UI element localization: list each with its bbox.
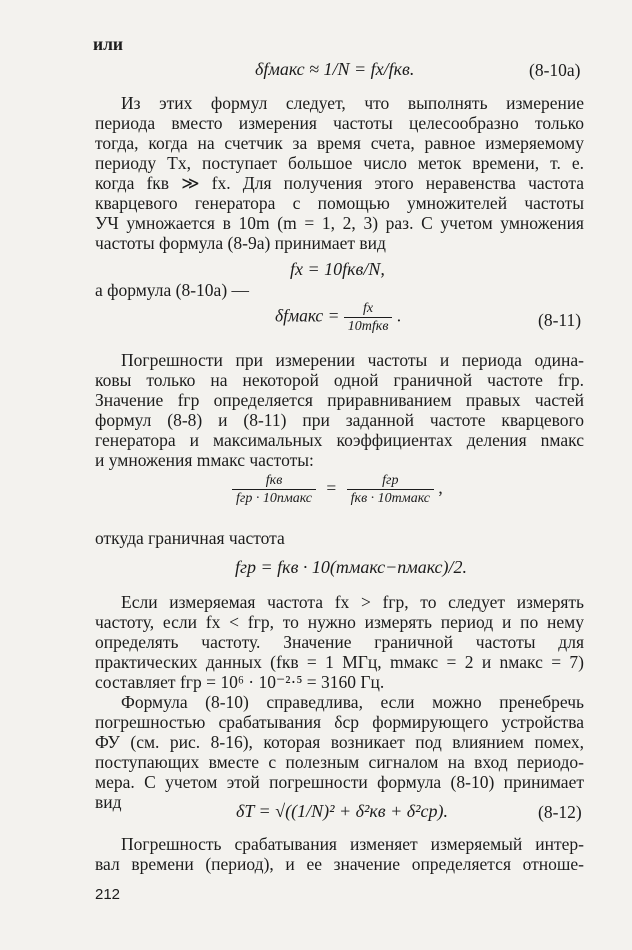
text-line: Погрешности при измерении частоты и периода одина-	[121, 350, 584, 370]
equation-fgr: fгр = fкв · 10(mмакс−nмакс)/2.	[235, 557, 467, 577]
text-line: УЧ умножается в 10m (m = 1, 2, 3) раз. С учетом умножения	[95, 213, 584, 233]
formula-intro-line: а формула (8-10а) —	[95, 280, 250, 300]
lead-word: или	[93, 34, 123, 54]
text-line: частоты формула (8-9а) принимает вид	[95, 233, 386, 253]
text-line: определять частоту. Значение граничной частоты для	[95, 632, 584, 652]
text-line: Формула (8-10) справедлива, если можно пренебречь	[121, 692, 584, 712]
equation-8-10a: δfмакс ≈ 1/N = fx/fкв.	[255, 59, 415, 79]
page-number: 212	[95, 886, 121, 903]
equation-8-12-label: (8-12)	[538, 802, 582, 822]
text-line: частоту, если fx < fгр, то нужно измерять период и по нему	[95, 612, 584, 632]
text-line: тогда, когда на счетчик за время счета, равное измеряемому	[95, 133, 584, 153]
equation-tail: .	[396, 305, 402, 326]
equation-fx: fx = 10fкв/N,	[290, 259, 385, 279]
text-line: вид	[95, 792, 122, 812]
text-line: погрешностью срабатывания δср формирующего устройства	[95, 712, 584, 732]
text-line: когда fкв ≫ fx. Для получения этого неравенства частота	[95, 173, 584, 193]
equation-8-12: δT = √((1/N)² + δ²кв + δ²ср).	[236, 801, 449, 821]
text-line: мера. С учетом этой погрешности формула (8-10) принимает	[95, 772, 584, 792]
fraction-right	[347, 472, 434, 507]
text-line: Из этих формул следует, что выполнять измерение	[121, 93, 584, 113]
fraction-denominator: 10mfкв	[344, 317, 393, 335]
equation-tail: ,	[438, 477, 443, 498]
text-line: Значение fгр определяется приравниванием правых частей	[95, 390, 584, 410]
fraction-numerator: fкв	[265, 473, 283, 488]
text-line: практических данных (fкв = 1 МГц, mмакс = 2 и nмакс = 7)	[95, 652, 584, 672]
equation-boundary	[232, 472, 443, 507]
text-line: Если измеряемая частота fx > fгр, то следует измерять	[121, 592, 584, 612]
fraction-numerator: fx	[363, 301, 374, 316]
equation-lhs: δfмакс =	[275, 305, 340, 326]
text-line: периода вместо измерения частоты целесообразно только	[95, 113, 584, 133]
fraction-denominator: fгр · 10nмакс	[232, 489, 316, 507]
text-line: ковы только на некоторой одной граничной частоте fгр.	[95, 370, 584, 390]
text-line: периоду Tx, поступает большое число меток времени, т. е.	[95, 153, 584, 173]
text-line: вал времени (период), и ее значение определяется отноше-	[95, 854, 584, 874]
equation-8-11-label: (8-11)	[538, 310, 582, 330]
text-line: откуда граничная частота	[95, 528, 285, 548]
text-line: формул (8-8) и (8-11) при заданной частоте кварцевого	[95, 410, 584, 430]
fraction-denominator: fкв · 10mмакс	[347, 489, 434, 507]
text-line: составляет fгр = 10⁶ · 10⁻²·⁵ = 3160 Гц.	[95, 672, 385, 692]
equals-sign: =	[326, 477, 337, 498]
text-line: и умножения mмакс частоты:	[95, 450, 314, 470]
text-line: поступающих вместе с полезным сигналом на вход периодо-	[95, 752, 584, 772]
fraction-left	[232, 472, 316, 507]
equation-8-11	[275, 300, 401, 335]
text-line: кварцевого генератора с помощью умножителей частоты	[95, 193, 584, 213]
text-line: ФУ (см. рис. 8-16), которая возникает под влиянием помех,	[95, 732, 584, 752]
text-line: Погрешность срабатывания изменяет измеряемый интер-	[121, 834, 584, 854]
equation-8-10a-label: (8-10а)	[529, 60, 581, 80]
fraction-numerator: fгр	[382, 473, 399, 488]
text-line: генератора и максимальных коэффициентах деления nмакс	[95, 430, 584, 450]
fraction	[344, 300, 393, 335]
